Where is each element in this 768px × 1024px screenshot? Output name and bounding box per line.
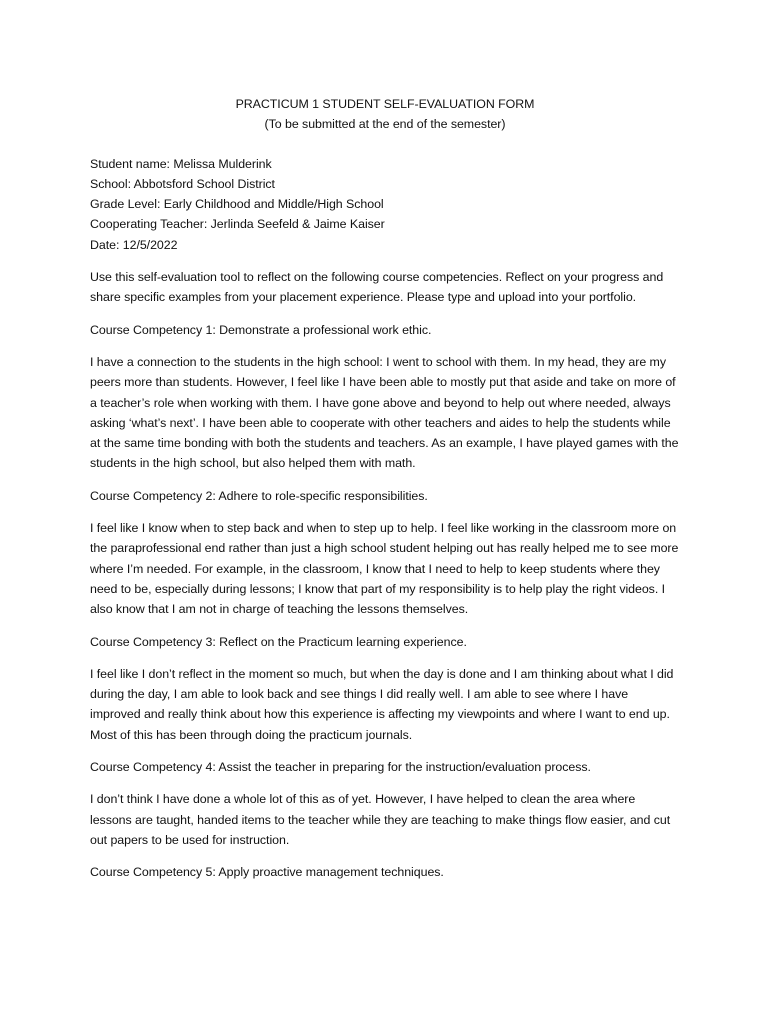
form-title [90,94,680,135]
document-page [90,94,680,883]
school-name: School: Abbotsford School District [90,176,275,191]
competency-3-response: I feel like I don’t reflect in the moment so much, but when the day is done and I am thinking about what I did during the day, I am able to look back and see things I did really well. I am able to see where I have improved and really think about how this experience is affecting my viewpoints and where I want to end up. Most of this has been through doing the practicum journals. [90,666,674,742]
competency-5-heading: Course Competency 5: Apply proactive management techniques. [90,865,444,880]
student-info-block [90,154,680,255]
grade-level: Grade Level: Early Childhood and Middle/High School [90,197,384,212]
competency-1-response: I have a connection to the students in the high school: I went to school with them. In my head, they are my peers more than students. However, I feel like I have been able to mostly put that aside and take on more of a teacher’s role when working with them. I have gone above and beyond to help out where needed, always asking ‘what’s next’. I have been able to cooperate with other teachers and aides to help the students while at the same time bonding with both the students and teachers. As an example, I have played games with the students in the high school, but also helped them with math. [90,354,679,471]
competency-2-response: I feel like I know when to step back and when to step up to help. I feel like working in the classroom more on the paraprofessional end rather than just a high school student helping out has really helped me to see more where I’m needed. For example, in the classroom, I know that I need to help to keep students where they need to be, especially during lessons; I know that part of my responsibility is to help play the right videos. I also know that I am not in charge of teaching the lessons themselves. [90,521,679,617]
form-title-line-2: (To be submitted at the end of the semester) [264,117,506,132]
competency-4-response: I don’t think I have done a whole lot of this as of yet. However, I have helped to clean the area where lessons are taught, handed items to the teacher while they are teaching to make things flow easier, and cut out papers to be used for instruction. [90,792,671,847]
competency-1-heading: Course Competency 1: Demonstrate a professional work ethic. [90,322,432,337]
form-title-line-1: PRACTICUM 1 STUDENT SELF-EVALUATION FORM [235,97,535,111]
competency-3-heading: Course Competency 3: Reflect on the Practicum learning experience. [90,634,467,649]
cooperating-teacher: Cooperating Teacher: Jerlinda Seefeld & Jaime Kaiser [90,217,385,232]
competency-4-heading: Course Competency 4: Assist the teacher in preparing for the instruction/evaluation process. [90,760,591,775]
student-name: Student name: Melissa Mulderink [90,156,272,171]
instructions-paragraph: Use this self-evaluation tool to reflect on the following course competencies. Reflect on your progress and share specific examples from your placement experience. Please type and upload into your portfolio. [90,270,664,305]
competency-2-heading: Course Competency 2: Adhere to role-specific responsibilities. [90,488,428,503]
submission-date: Date: 12/5/2022 [90,237,178,252]
